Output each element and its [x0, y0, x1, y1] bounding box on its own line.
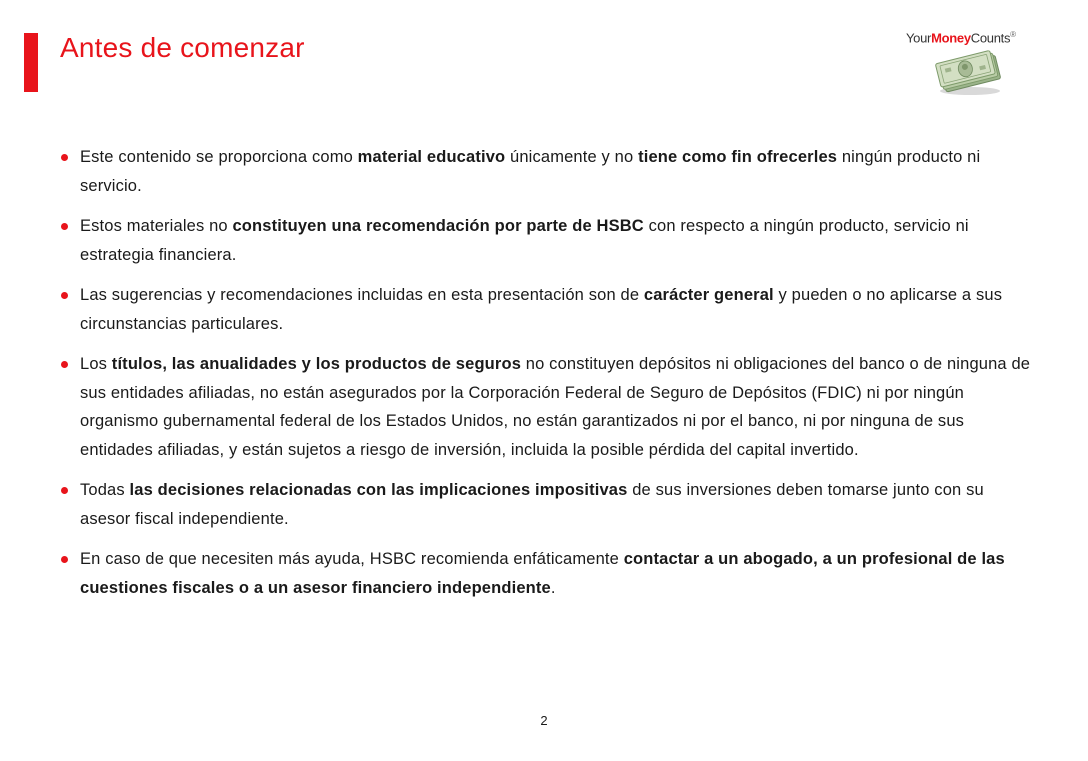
bullet-text: En caso de que necesiten más ayuda, HSBC recomienda enfáticamente [80, 550, 624, 568]
title-accent-bar [24, 33, 38, 92]
bullet-dot-icon [61, 154, 68, 161]
bullet-emphasis: las decisiones relacionadas con las implicaciones impositivas [129, 481, 628, 499]
bullet-text: únicamente y no [505, 148, 639, 166]
bullet-item [60, 476, 1035, 533]
money-bills-icon [934, 46, 1004, 96]
bullet-text: Los [80, 355, 112, 373]
bullet-text: de sus inversiones deben tomarse junto con su asesor fiscal independiente. [80, 481, 984, 528]
bullet-item [60, 143, 1035, 200]
page-number: 2 [540, 713, 548, 728]
bullet-text: no constituyen depósitos ni obligaciones del banco o de ninguna de sus entidades afiliadas, no están asegurados por la Corporación Federal de Seguro de Depósitos (FDIC) ni por ningún organismo gubernamental federal de los Estados Unidos, no están garantizados ni por el banco, ni por ninguna de sus entidades afiliadas, y están sujetos a riesgo de inversión, incluida la posible pérdida del capital invertido. [80, 355, 1031, 459]
bullet-dot-icon [61, 361, 68, 368]
bullet-text: y pueden o no aplicarse a sus circunstancias particulares. [80, 286, 1003, 333]
bullet-text: Estos materiales no [80, 217, 233, 235]
bullet-dot-icon [61, 292, 68, 299]
brand-logo [906, 30, 1046, 100]
bullet-text: Todas [80, 481, 130, 499]
bullet-emphasis: constituyen una recomendación por parte de HSBC [232, 217, 644, 235]
bullet-item [60, 212, 1035, 269]
bullet-emphasis: contactar a un abogado, a un profesional de las cuestiones fiscales o a un asesor financiero independiente [80, 550, 1005, 597]
bullet-emphasis: carácter general [643, 286, 774, 304]
bullet-emphasis: títulos, las anualidades y los productos de seguros [111, 355, 522, 373]
page-title: Antes de comenzar [60, 32, 305, 63]
bullet-item [60, 545, 1035, 602]
bullet-dot-icon [61, 556, 68, 563]
bullet-text: Este contenido se proporciona como [80, 148, 358, 166]
bullet-text: . [550, 578, 556, 597]
bullet-dot-icon [61, 223, 68, 230]
brand-counts: Counts [970, 30, 1011, 46]
brand-wordmark [906, 30, 1016, 45]
bullet-emphasis: tiene como fin ofrecerles [638, 148, 838, 166]
bullet-text: con respecto a ningún producto, servicio ni estrategia financiera. [80, 217, 969, 264]
bullet-text: Las sugerencias y recomendaciones incluidas en esta presentación son de [80, 286, 644, 304]
bullet-item [60, 350, 1035, 464]
bullet-text: ningún producto ni servicio. [80, 148, 981, 195]
bullet-dot-icon [61, 487, 68, 494]
bullet-item [60, 281, 1035, 338]
brand-money: Money [931, 30, 971, 46]
disclaimer-list [60, 143, 1035, 614]
brand-registered-mark: ® [1010, 30, 1016, 39]
bullet-emphasis: material educativo [357, 148, 506, 166]
brand-your: Your [906, 30, 932, 46]
